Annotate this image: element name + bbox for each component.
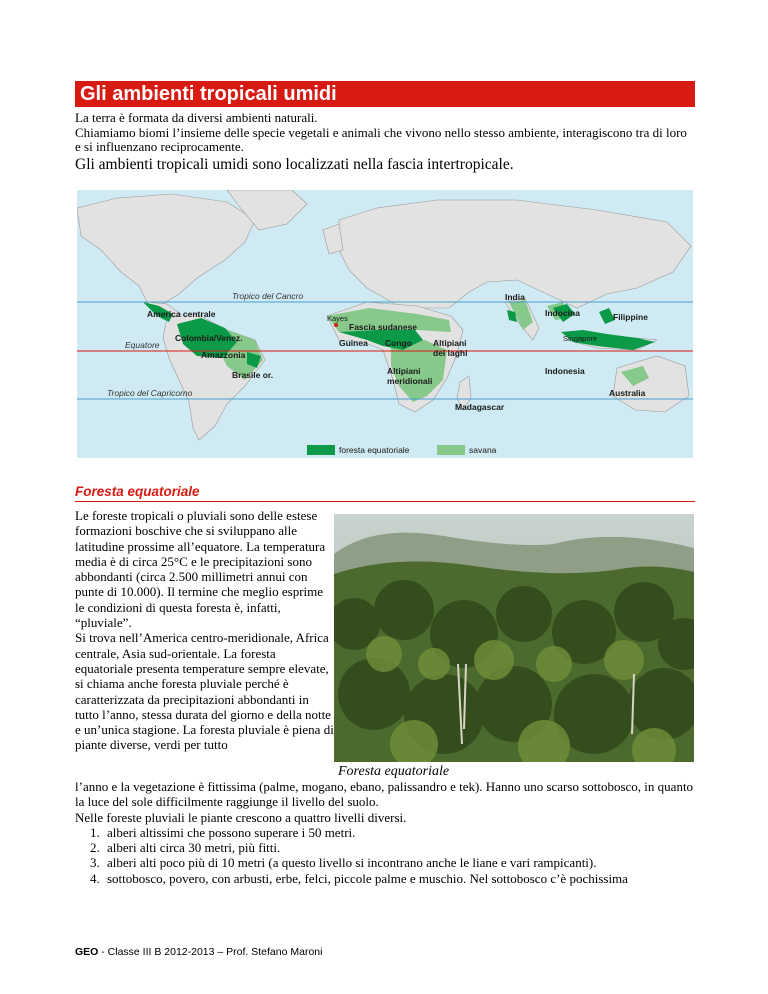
map-region-label: Altipiani dei laghi (433, 338, 468, 358)
section-title: Foresta equatoriale (75, 484, 695, 502)
paragraph-3: Nelle foreste pluviali le piante crescono a quattro livelli diversi. (75, 809, 407, 825)
map-region-label: Colombia/Venez. (175, 333, 243, 343)
body-wide (75, 779, 700, 886)
map-label-capricorn: Tropico del Capricorno (107, 388, 193, 398)
footer (75, 946, 322, 958)
forest-photo-drawing (334, 514, 694, 762)
photo-caption: Foresta equatoriale (338, 764, 450, 779)
page-title: Gli ambienti tropicali umidi (75, 81, 695, 107)
list-item: 2. alberi alti circa 30 metri, più fitti. (103, 840, 700, 855)
map-region-label: Brasile or. (232, 370, 274, 380)
map-region-label: Indonesia (545, 366, 585, 376)
map-region-label: Singapore (563, 334, 598, 343)
paragraph-1: Le foreste tropicali o pluviali sono delle estese formazioni boschive che si sviluppano alle latitudine prossime all’equatore. La temperatura media è di circa 25°C e le precipitazioni sono abbondanti (circa 2.500 millimetri annui con punte di 10.000). Il termine che meglio esprime le condizioni di questa foresta è, infatti, “pluviale”. (75, 508, 326, 631)
legend-forest-label: foresta equatoriale (339, 445, 410, 455)
map-region-label: Amazzonia (201, 350, 246, 360)
map-region-label: Guinea (339, 338, 368, 348)
map-region-label: Kayes (327, 314, 348, 323)
map-region-label: Altipiani meridionali (387, 366, 433, 386)
map-region-label: Filippine (613, 312, 648, 322)
map-region-label: Fascia sudanese (349, 322, 418, 332)
map-label-equator: Equatore (125, 340, 160, 350)
legend-savanna-label: savana (469, 445, 497, 455)
body-column (75, 508, 335, 753)
list-item: 3. alberi alti poco più di 10 metri (a questo livello si incontrano anche le liane e vari rampicanti). (103, 855, 700, 870)
footer-subject: GEO (75, 946, 99, 958)
list-item: 1. alberi altissimi che possono superare i 50 metri. (103, 825, 700, 840)
paragraph-2: Si trova nell’America centro-meridionale, Africa centrale, Asia sud-orientale. La foresta equatoriale presenta temperature sempre elevate, si chiama anche foresta pluviale perché è caratterizzata da precipitazioni abbondanti in tutto l’anno, stessa durata del giorno e della notte e un’unica stagione. La foresta pluviale è piena di piante diverse, verdi per tutto (75, 630, 334, 753)
intro-line-3: Gli ambienti tropicali umidi sono localizzati nella fascia intertropicale. (75, 155, 514, 173)
forest-photo (334, 514, 694, 762)
map-region-label: America centrale (147, 309, 216, 319)
intro-text (75, 111, 695, 174)
list-item: 4. sottobosco, povero, con arbusti, erbe, felci, piccole palme e muschio. Nel sottobosco c’è pochissima (103, 871, 700, 886)
footer-text: - Classe III B 2012-2013 – Prof. Stefano Maroni (98, 946, 323, 958)
map-label-cancer: Tropico del Cancro (232, 291, 304, 301)
intro-line-1: La terra è formata da diversi ambienti naturali. (75, 110, 318, 125)
levels-list (75, 825, 700, 886)
map-region-label: Congo (385, 338, 412, 348)
map-region-label: Madagascar (455, 402, 505, 412)
paragraph-2-continued: l’anno e la vegetazione è fittissima (palme, mogano, ebano, palissandro e tek). Hanno uno scarso sottobosco, in quanto la luce del sole difficilmente raggiunge il livello del suolo. (75, 779, 694, 810)
map-region-label: India (505, 292, 525, 302)
map-region-label: Australia (609, 388, 646, 398)
map-region-label: Indocina (545, 308, 580, 318)
world-map (77, 190, 693, 458)
intro-line-2: Chiamiamo biomi l’insieme delle specie vegetali e animali che vivono nello stesso ambiente, interagiscono tra di loro e si influenzano reciprocamente. (75, 124, 687, 154)
